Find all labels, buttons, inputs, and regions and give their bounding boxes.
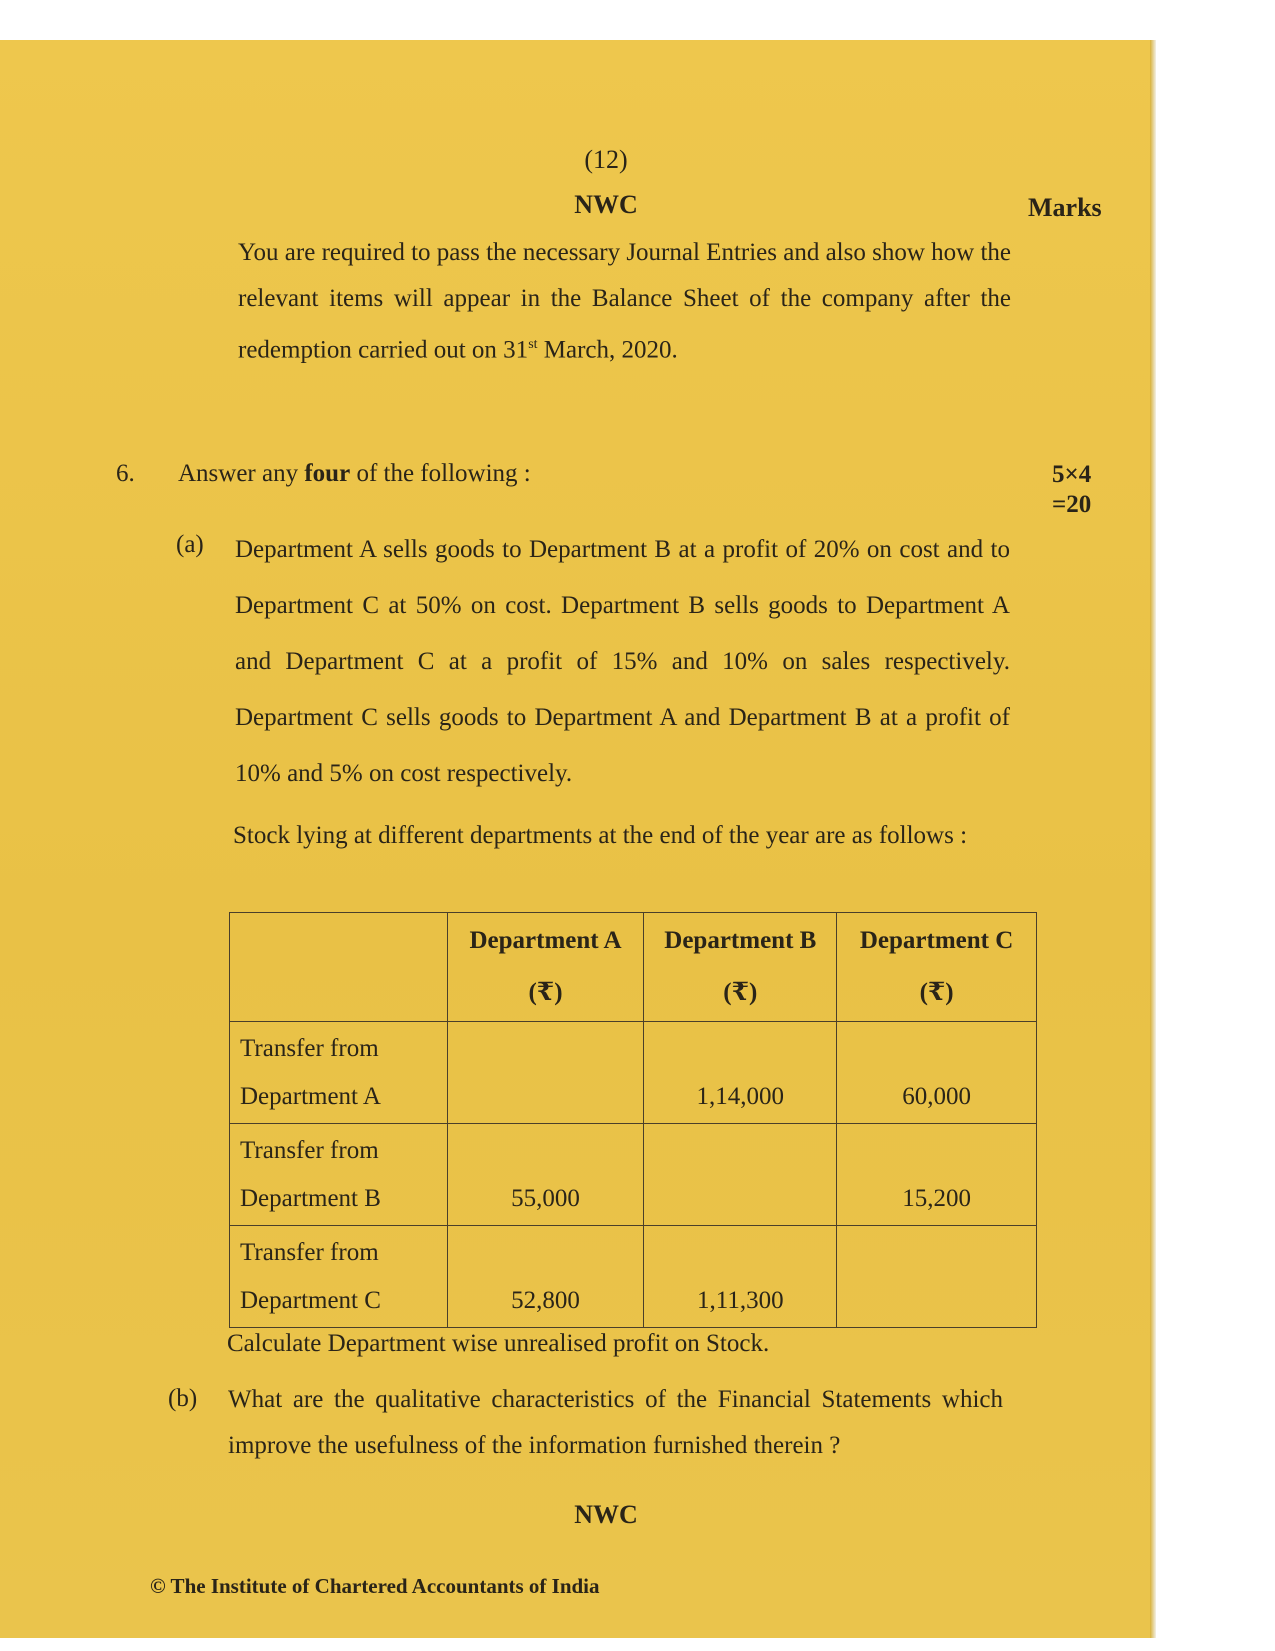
cell-dept-b	[644, 1124, 837, 1226]
intro-paragraph	[238, 230, 1011, 373]
question-number: 6.	[116, 460, 135, 487]
copyright-notice: © The Institute of Chartered Accountants of India	[150, 1574, 600, 1598]
cell-dept-a	[447, 1022, 644, 1124]
page-number: (12)	[584, 145, 628, 174]
footer-paper-code: NWC	[574, 1500, 638, 1529]
intro-text-end: March, 2020.	[537, 336, 678, 364]
part-a-closing: Calculate Department wise unrealised profit on Stock.	[227, 1330, 770, 1357]
row-label: Transfer from Department C	[230, 1226, 448, 1328]
stock-table	[229, 912, 1037, 1328]
sheet-edge	[1150, 40, 1156, 1638]
part-b-label: (b)	[168, 1385, 198, 1412]
intro-text: You are required to pass the necessary Journal Entries and also show how the relevant items will appear in the Balance Sheet of the company after the redemption carried out on 31	[238, 239, 1011, 364]
question-bold-word: four	[304, 460, 351, 487]
table-row	[230, 1226, 1037, 1328]
question-instruction: Answer any four of the following :	[178, 460, 531, 487]
part-a-text: Department A sells goods to Department B at a profit of 20% on cost and to Department C at 50% on cost. Department B sells goods to Department A and Department C at a profit of 15% and 10% on sales respectively. Department C sells goods to Department A and Department B at a profit of 10% and 5% on cost respectively.	[235, 536, 1010, 787]
cell-dept-b: 1,14,000	[644, 1022, 837, 1124]
cell-dept-c: 60,000	[837, 1022, 1037, 1124]
intro-superscript: st	[528, 337, 538, 352]
table-header-blank	[230, 913, 448, 1022]
table-header-dept-b: Department B (₹)	[644, 913, 837, 1022]
part-b-text: What are the qualitative characteristics of the Financial Statements which improve the usefulness of the information furnished therein ?	[228, 1386, 1003, 1459]
table-header-dept-c: Department C (₹)	[837, 913, 1037, 1022]
table-header-dept-a: Department A (₹)	[447, 913, 644, 1022]
marks-heading: Marks	[1028, 193, 1102, 222]
header-paper-code: NWC	[574, 190, 638, 219]
table-row	[230, 1124, 1037, 1226]
cell-dept-b: 1,11,300	[644, 1226, 837, 1328]
table-header-row	[230, 913, 1037, 1022]
cell-dept-c: 15,200	[837, 1124, 1037, 1226]
cell-dept-a: 52,800	[447, 1226, 644, 1328]
cell-dept-c	[837, 1226, 1037, 1328]
stock-intro: Stock lying at different departments at the end of the year are as follows :	[233, 822, 968, 849]
row-label: Transfer from Department B	[230, 1124, 448, 1226]
part-a-label: (a)	[176, 531, 204, 558]
cell-dept-a: 55,000	[447, 1124, 644, 1226]
question-marks: 5×4 =20	[1052, 461, 1092, 518]
row-label: Transfer from Department A	[230, 1022, 448, 1124]
table-row	[230, 1022, 1037, 1124]
